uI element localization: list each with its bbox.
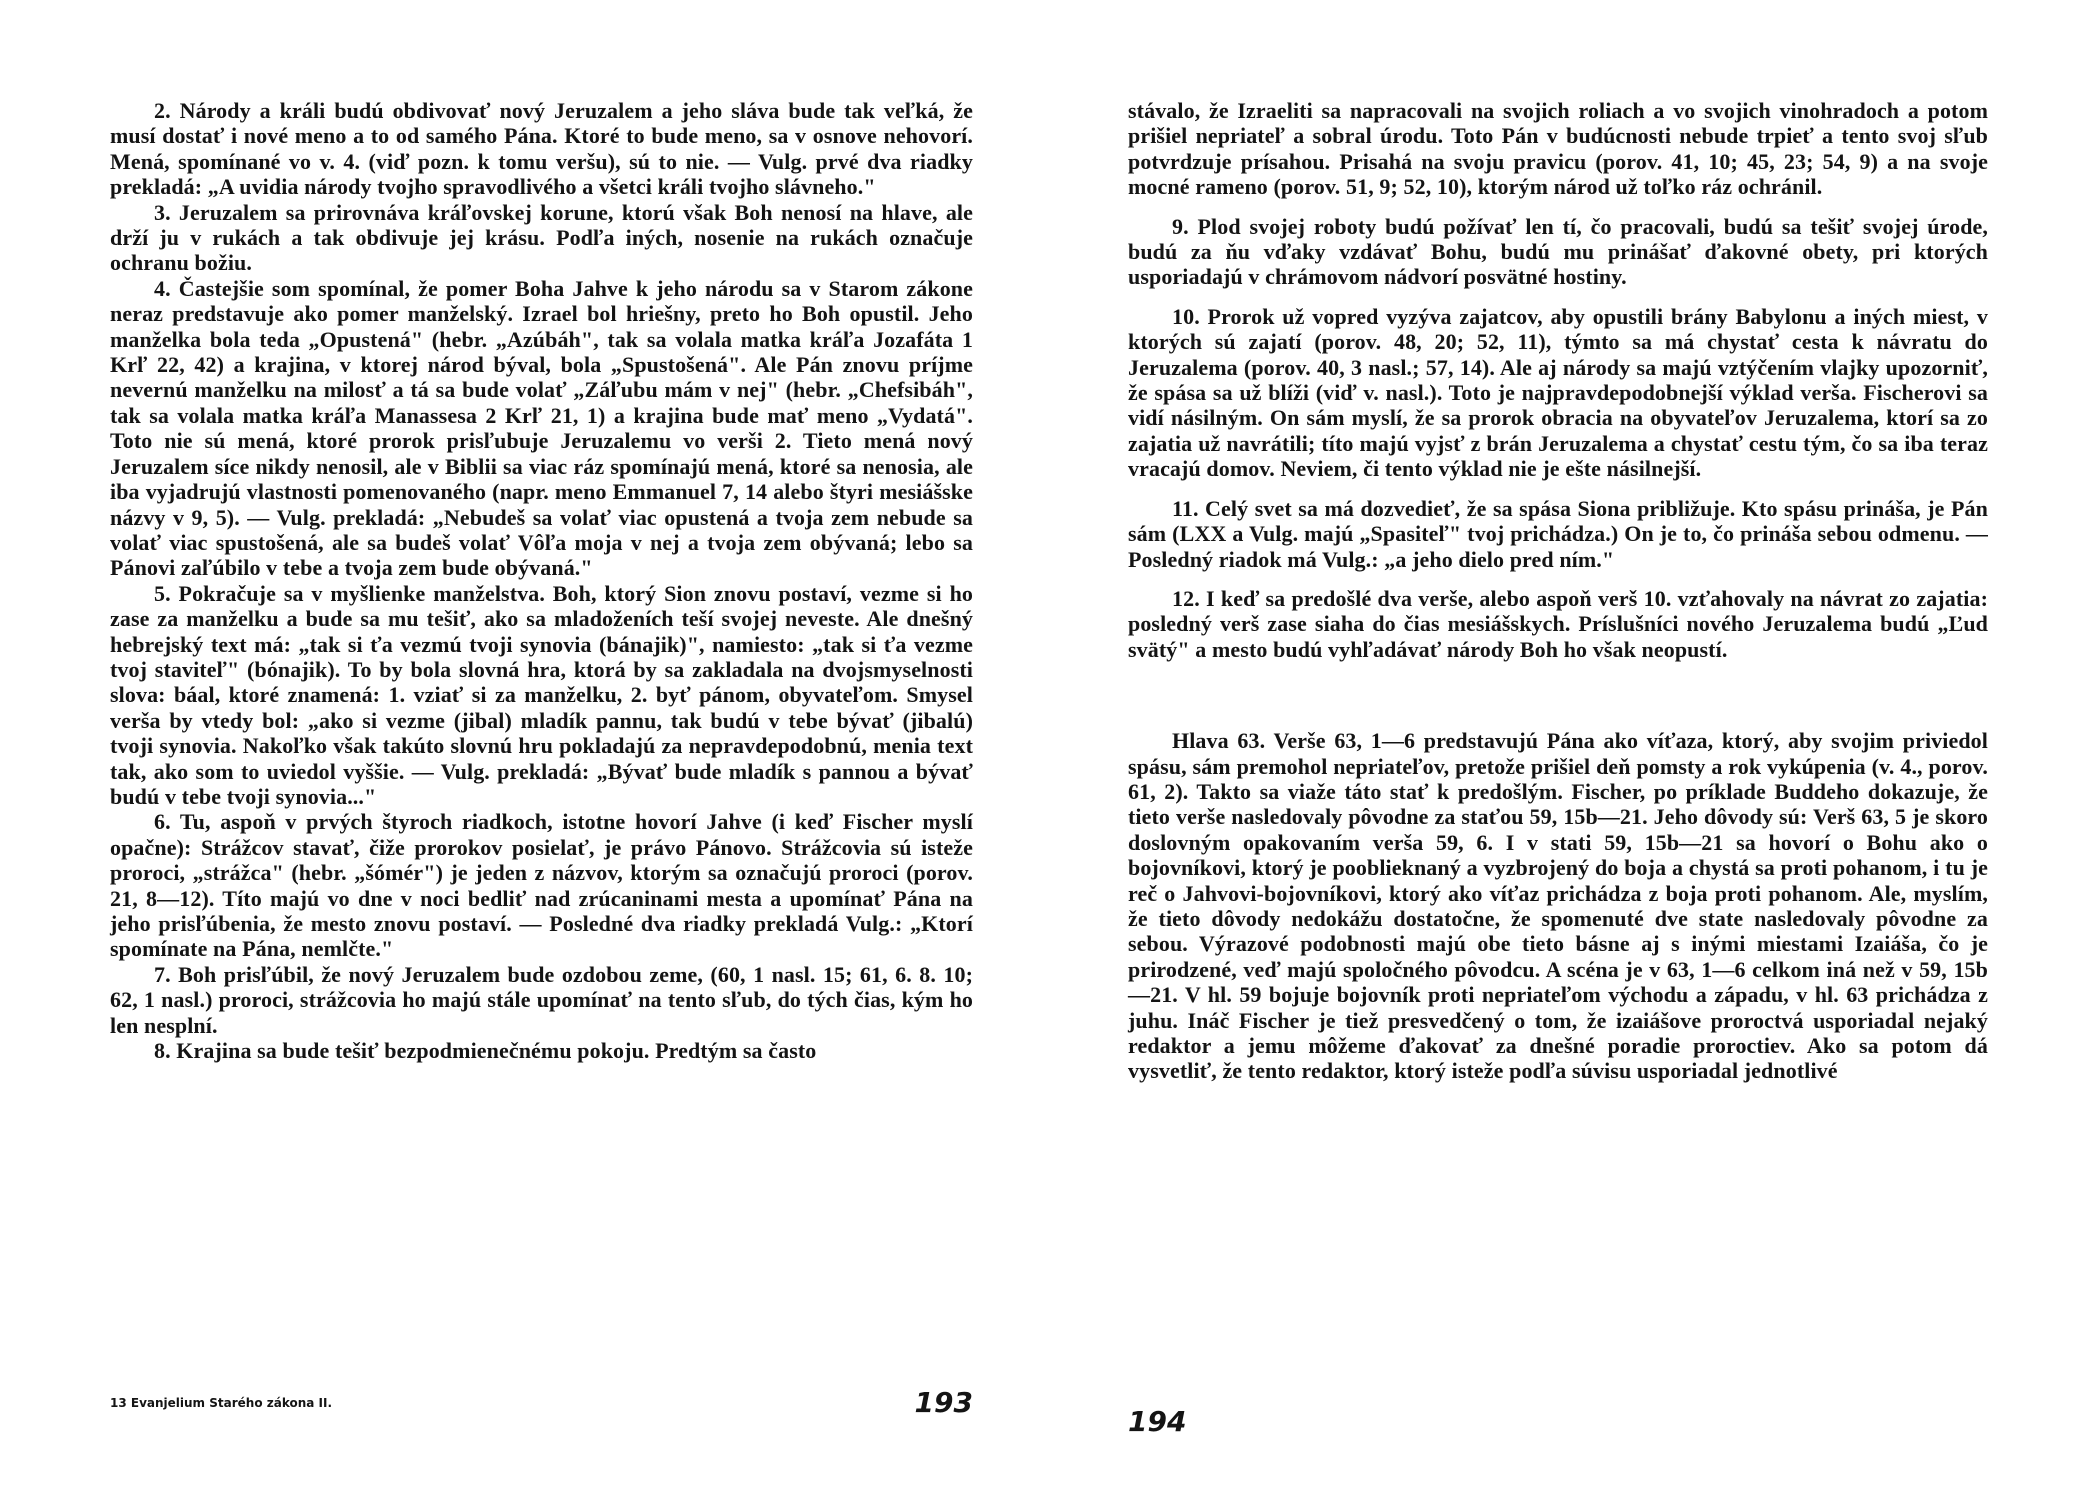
- left-paragraph-8: 8. Krajina sa bude tešiť bezpodmienečnému pokoju. Predtým sa často: [154, 1038, 817, 1064]
- right-text-column: [1128, 98, 1988, 1084]
- right-paragraph-11: 11. Celý svet sa má dozvedieť, že sa spása Siona približuje. Kto spásu prináša, je Pán sám (LXX a Vulg. majú „Spasiteľ" tvoj prichádza.) On je to, čo prináša sebou odmenu. — Posledný riadok má Vulg.: „a jeho dielo pred ním.": [1128, 495, 1988, 572]
- left-paragraph-4: 4. Častejšie som spomínal, že pomer Boha Jahve k jeho národu sa v Starom zákone neraz predstavuje ako pomer manželský. Izrael bol hriešny, preto ho Boh opustil. Jeho manželka bola teda „Opustená" (hebr. „Azúbáh", tak sa volala matka kráľa Jozafáta 1 Krľ 22, 42) a krajina, v ktorej národ býval, bola „Spustošená". Ale Pán znovu príjme nevernú manželku na milosť a tá sa bude volať „Záľubu mám v nej" (hebr. „Chefsibáh", tak sa volala matka kráľa Manassesa 2 Krľ 21, 1) a krajina bude mať meno „Vydatá". Toto nie sú mená, ktoré prorok prisľubuje Jeruzalemu vo verši 2. Tieto mená nový Jeruzalem síce nikdy nenosil, ale v Biblii sa viac ráz spomínajú mená, ktoré sa nenosia, ale iba vyjadrujú vlastnosti pomenovaného (napr. meno Emmanuel 7, 14 alebo štyri mesiášske názvy v 9, 5). — Vulg. prekladá: „Nebudeš sa volať viac opustená a tvoja zem nebude sa volať viac spustošená, ale sa budeš volať Vôľa moja v nej a tvoja zem obývaná; lebo sa Pánovi zaľúbilo v tebe a tvoja zem bude obývaná.": [110, 275, 973, 581]
- chapter-63-intro: Hlava 63. Verše 63, 1—6 predstavujú Pána ako víťaza, ktorý, aby svojim priviedol spásu, sám premohol nepriateľov, pretože prišiel deň pomsty a rok vykúpenia (v. 4., porov. 61, 2). Takto sa viaže táto stať k predošlým. Fischer, po príklade Buddeho dokazuje, že tieto verše nasledovaly pôvodne za staťou 59, 15b—21. Jeho dôvody sú: Verš 63, 5 je skoro doslovným opakovaním verša 59, 6. I v stati 59, 15b—21 sa hovorí o Bohu ako o bojovníkovi, ktorý je pooblieknaný a vyzbrojený do boja a chystá sa proti pohanom, i tu je reč o Jahvovi-bojovníkovi, ktorý ako víťaz prichádza z boja proti pohanom. Ale, myslím, že tieto dôvody nedokážu dostatočne, že spomenuté dve state nasledovaly pôvodne za sebou. Výrazové podobnosti majú obe tieto básne aj s inými miestami Izaiáša, čo je prirodzené, veď majú spoločného pôvodcu. A scéna je v 63, 1—6 celkom iná než v 59, 15b—21. V hl. 59 bojuje bojovník proti nepriateľom východu a západu, v hl. 63 prichádza z juhu. Ináč Fischer je tiež presvedčený o tom, že izaiášove proroctvá usporiadal nejaký redaktor a jemu môžeme ďakovať za dnešné poradie proroctiev. Ako sa potom dá vysvetliť, že tento redaktor, ktorý isteže podľa súvisu usporiadal jednotlivé: [1128, 728, 1988, 1084]
- left-paragraph-5: 5. Pokračuje sa v myšlienke manželstva. Boh, ktorý Sion znovu postaví, vezme si ho zase za manželku a bude sa mu tešiť, ako sa mladoženích teší svojej neveste. Ale dnešný hebrejský text má: „tak si ťa vezmú tvoji synovia (bánajik)", namiesto: „tak si ťa vezme tvoj staviteľ" (bónajik). To by bola slovná hra, ktorá by sa zakladala na dvojsmyselnosti slova: báal, ktoré znamená: 1. vziať si za manželku, 2. byť pánom, obyvateľom. Smysel verša by vtedy bol: „ako si vezme (jibal) mladík pannu, tak budú v tebe bývať (jibalú) tvoji synovia. Nakoľko však takúto slovnú hru pokladajú za nepravdepodobnú, menia text tak, ako som to uviedol vyššie. — Vulg. prekladá: „Bývať bude mladík s pannou a bývať budú v tebe tvoji synovia...": [110, 580, 973, 809]
- left-text-column: [110, 98, 973, 1063]
- left-paragraph-6: 6. Tu, aspoň v prvých štyroch riadkoch, istotne hovorí Jahve (i keď Fischer myslí opačne): Strážcov stavať, čiže prorokov posielať, je právo Pánovo. Strážcovia sú isteže proroci, „strážca" (hebr. „šómér") je jeden z názvov, ktorým sa označujú proroci (porov. 21, 8—12). Títo majú vo dne v noci bedliť nad zrúcaninami mesta a upomínať Pána na jeho prisľúbenia, že mesto znovu postaví. — Posledné dva riadky prekladá Vulg.: „Ktorí spomínate na Pána, nemlčte.": [110, 809, 973, 962]
- right-paragraph-continuation: stávalo, že Izraeliti sa napracovali na svojich roliach a vo svojich vinohradoch a potom prišiel nepriateľ a sobral úrodu. Toto Pán v budúcnosti nebude trpieť a tento svoj sľub potvrdzuje prísahou. Prisahá na svoju pravicu (porov. 41, 10; 45, 23; 54, 9) a na svoje mocné rameno (porov. 51, 9; 52, 10), ktorým národ už toľko ráz ochránil.: [1128, 98, 1988, 200]
- page-number-right: 194: [1128, 1405, 1187, 1438]
- page-number-left: 193: [914, 1386, 973, 1419]
- right-paragraph-10: 10. Prorok už vopred vyzýva zajatcov, aby opustili brány Babylonu a iných miest, v ktorých sú zajatí (porov. 48, 20; 52, 11), týmto sa má chystať cesta k návratu do Jeruzalema (porov. 40, 3 nasl.; 57, 14). Ale aj národy sa majú vztýčením vlajky upozorniť, že spása sa už blíži (viď v. nasl.). Toto je najpravdepodobnejší výklad verša. Fischerovi sa vidí násilným. On sám myslí, že sa prorok obracia na obyvateľov Jeruzalema, ktorí sa zo zajatia už navrátili; títo majú vyjsť z brán Jeruzalema a chystať cestu tým, čo sa iba teraz vracajú domov. Neviem, či tento výklad nie je ešte násilnejší.: [1128, 303, 1988, 482]
- left-paragraph-3: 3. Jeruzalem sa prirovnáva kráľovskej korune, ktorú však Boh nenosí na hlave, ale drží ju v rukách a tak obdivuje jej krásu. Podľa iných, nosenie na rukách označuje ochranu božiu.: [110, 199, 973, 276]
- right-page: [1043, 0, 2086, 1500]
- left-page-footer: [110, 1386, 973, 1426]
- left-paragraph-2: 2. Národy a králi budú obdivovať nový Jeruzalem a jeho sláva bude tak veľká, že musí dostať i nové meno a to od samého Pána. Ktoré to bude meno, sa v osnove nehovorí. Mená, spomínané vo v. 4. (viď pozn. k tomu veršu), sú to nie. — Vulg. prvé dva riadky prekladá: „A uvidia národy tvojho spravodlivého a všetci králi tvojho slávneho.": [110, 98, 973, 200]
- right-page-footer: [1128, 1405, 1328, 1445]
- signature-footnote: 13 Evanjelium Starého zákona II.: [110, 1396, 333, 1410]
- right-paragraph-9: 9. Plod svojej roboty budú požívať len tí, čo pracovali, budú sa tešiť svojej úrode, budú za ňu vďaky vzdávať Bohu, budú mu prinášať ďakovné obety, pri ktorých usporiadajú v chrámovom nádvorí posvätné hostiny.: [1128, 213, 1988, 290]
- right-paragraph-12: 12. I keď sa predošlé dva verše, alebo aspoň verš 10. vzťahovaly na návrat zo zajatia: posledný verš zase siaha do čias mesiášskych. Príslušníci nového Jeruzalema budú „Ľud svätý" a mesto budú vyhľadávať národy Boh ho však neopustí.: [1128, 585, 1988, 662]
- left-paragraph-7: 7. Boh prisľúbil, že nový Jeruzalem bude ozdobou zeme, (60, 1 nasl. 15; 61, 6. 8. 10; 62, 1 nasl.) proroci, strážcovia ho majú stále upomínať na tento sľub, do tých čias, kým ho len nesplní.: [110, 961, 973, 1038]
